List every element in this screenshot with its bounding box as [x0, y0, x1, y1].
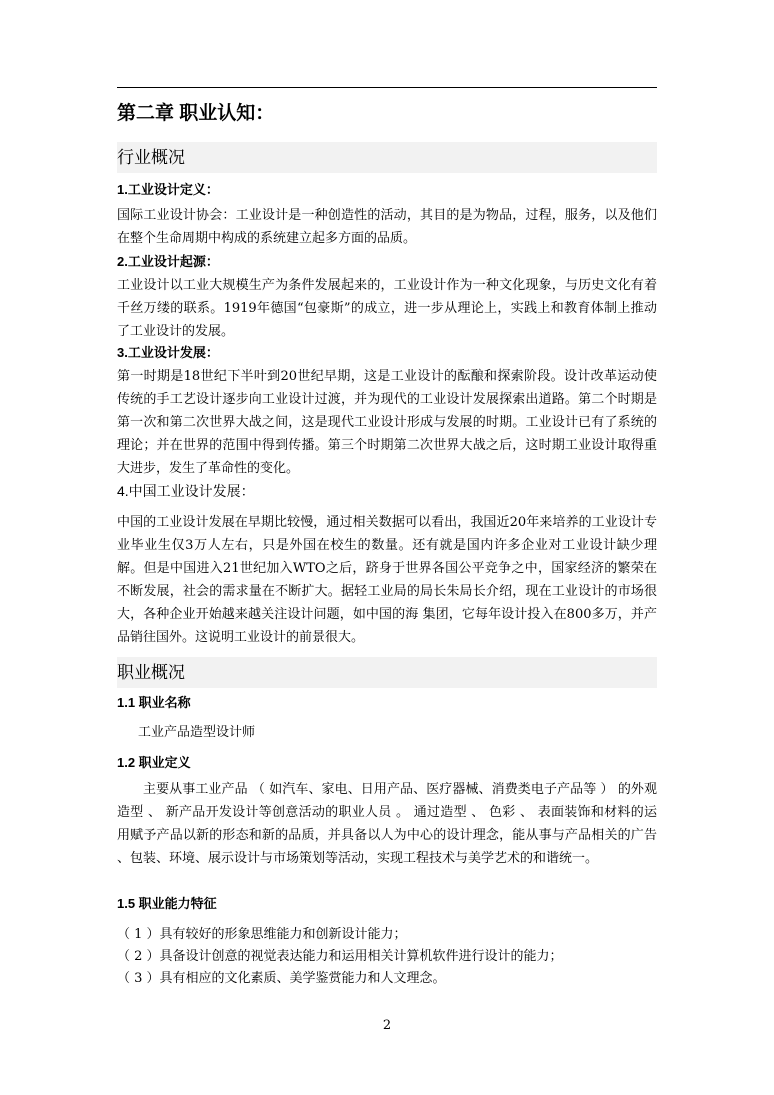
career-definition-heading: 1.2 职业定义 — [117, 755, 191, 770]
development-paragraph: 第一时期是18世纪下半叶到20世纪早期，这是工业设计的酝酿和探索阶段。设计改革运动使传统的手工艺设计逐步向工业设计过渡，并为现代的工业设计发展探索出道路。第二个时期是第一次和第二次世界大战之间，这是现代工业设计形成与发展的时期。工业设计已有了系统的理论；并在世界的范围中得到传播。第三个时期第二次世界大战之后，这时期工业设计取得重大进步，发生了革命性的变化。 — [117, 369, 657, 476]
chapter-title: 第二章 职业认知： — [117, 103, 275, 124]
career-name-heading: 1.1 职业名称 — [117, 695, 191, 710]
origin-heading: 2.工业设计起源： — [117, 254, 219, 269]
ability-item: （ 2 ）具备设计创意的视觉表达能力和运用相关计算机软件进行设计的能力； — [117, 949, 563, 964]
ability-item: （ 3 ）具有相应的文化素质、美学鉴赏能力和人文理念。 — [117, 971, 446, 986]
section-heading-career: 职业概况 — [117, 657, 657, 688]
career-name-text: 工业产品造型设计师 — [138, 725, 256, 740]
definition-heading: 1.工业设计定义： — [117, 182, 219, 197]
career-ability-heading: 1.5 职业能力特征 — [117, 896, 217, 911]
china-development-paragraph: 中国的工业设计发展在早期比较慢，通过相关数据可以看出，我国近20年来培养的工业设计专业毕业生仅3万人左右，只是外国在校生的数量。还有就是国内许多企业对工业设计缺少理解。但是中国进入21世纪加入WTO之后，跻身于世界各国公平竞争之中，国家经济的繁荣在不断发展，社会的需求量在不断扩大。据轻工业局的局长朱局长介绍，现在工业设计的市场很大，各种企业开始越来越关注设计问题，如中国的海 集团，它每年设计投入在800多万，并产品销往国外。这说明工业设计的前景很大。 — [117, 515, 657, 645]
development-heading: 3.工业设计发展： — [117, 345, 219, 360]
ability-item: （ 1 ）具有较好的形象思维能力和创新设计能力； — [117, 927, 407, 942]
origin-paragraph: 工业设计以工业大规模生产为条件发展起来的，工业设计作为一种文化现象，与历史文化有着千丝万缕的联系。1919年德国“包豪斯”的成立，进一步从理论上，实践上和教育体制上推动了工业设计的发展。 — [117, 278, 657, 339]
header-rule — [117, 87, 657, 88]
career-definition-paragraph: 主要从事工业产品 （ 如汽车、家电、日用产品、医疗器械、消费类电子产品等 ） 的外观造型 、 新产品开发设计等创意活动的职业人员 。 通过造型 、 色彩 、 表面装饰和材料的运用赋予产品以新的形态和新的品质，并具备以人为中心的设计理念，能从事与产品相关的广告 、包装、环境、展示设计与市场策划等活动，实现工程技术与美学艺术的和谐统一。 — [117, 782, 657, 866]
china-development-heading: 4.中国工业设计发展： — [117, 483, 255, 499]
page-number: 2 — [382, 1018, 392, 1033]
section-heading-industry: 行业概况 — [117, 142, 657, 173]
definition-paragraph: 国际工业设计协会：工业设计是一种创造性的活动，其目的是为物品，过程，服务，以及他们在整个生命周期中构成的系统建立起多方面的品质。 — [117, 208, 657, 246]
